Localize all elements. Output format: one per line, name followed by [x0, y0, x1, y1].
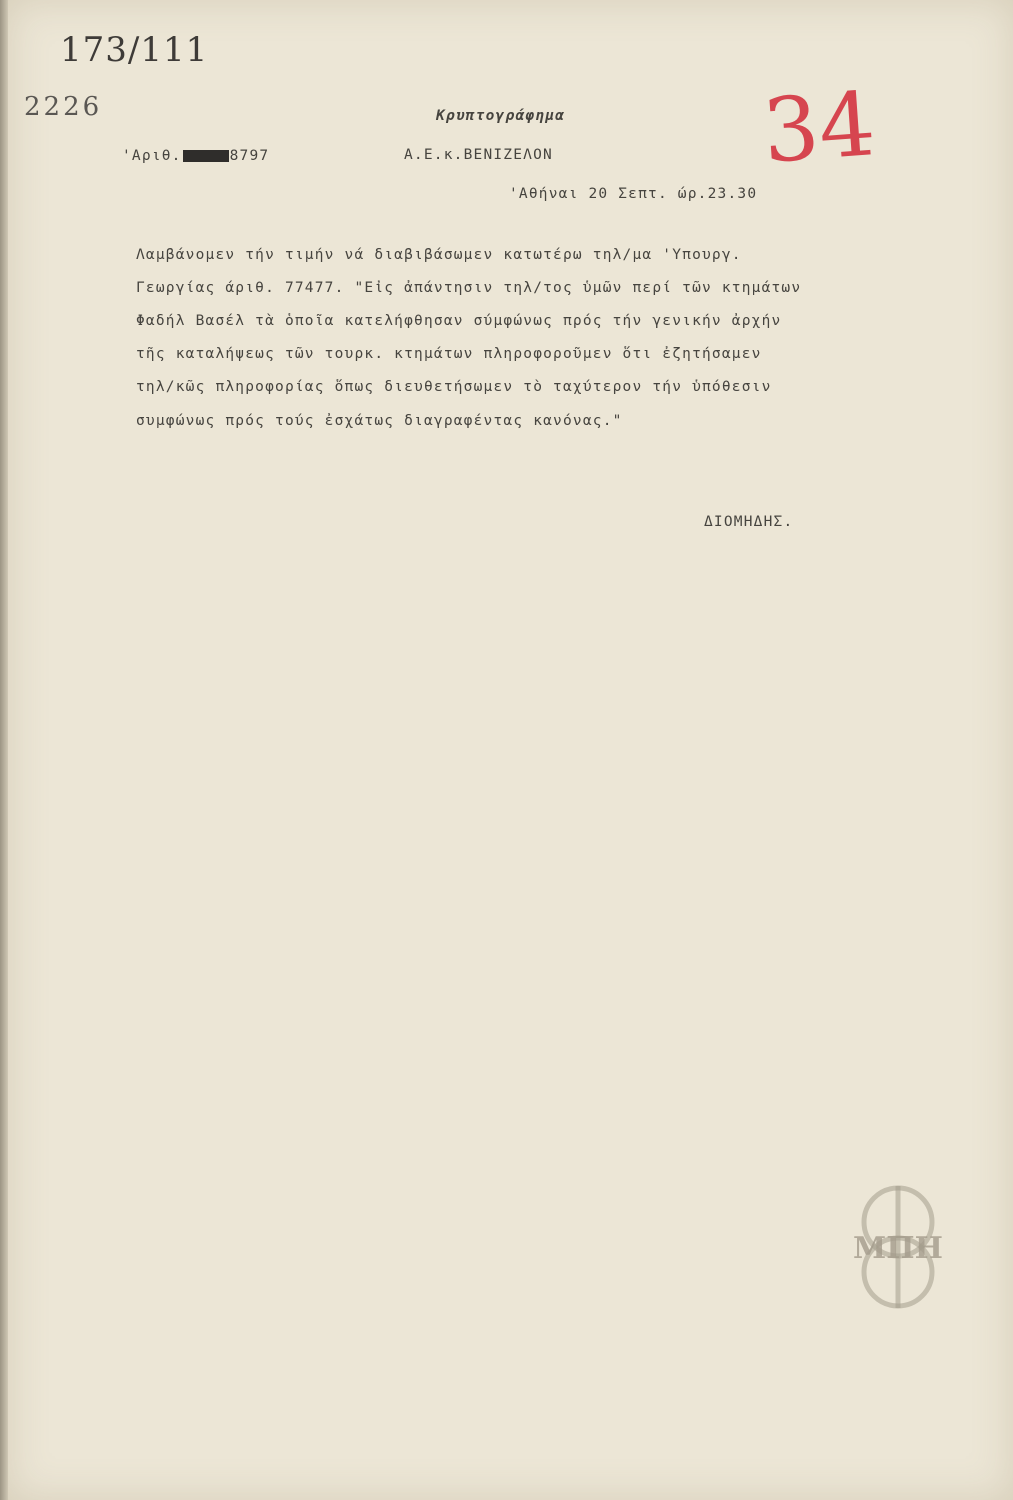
body-line: τῆς καταλήψεως τῶν τουρκ. κτημάτων πληροφοροῦμεν ὅτι ἐζητήσαμεν	[136, 346, 762, 362]
reference-prefix: 'Αριθ.	[122, 148, 182, 164]
archive-number: 2226	[24, 92, 103, 122]
stamp-text: ΜΠΗ	[853, 1231, 943, 1266]
scanner-edge	[0, 0, 8, 1500]
body-line: Φαδήλ Βασέλ τὰ ὁποῖα κατελήφθησαν σύμφώνως πρός τήν γενικήν ἀρχήν	[136, 313, 782, 329]
redaction-block	[183, 150, 229, 162]
archive-stamp	[850, 1182, 946, 1312]
document-type: Κρυπτογράφημα	[436, 108, 566, 124]
body-line: συμφώνως πρός τούς ἐσχάτως διαγραφέντας κανόνας."	[136, 413, 623, 429]
reference-number	[122, 148, 269, 164]
reference-suffix: 8797	[229, 148, 270, 164]
signature: ΔΙΟΜΗΔΗΣ.	[704, 514, 794, 530]
body-line: τηλ/κῶς πληροφορίας ὅπως διευθετήσωμεν τὸ ταχύτερον τήν ὑπόθεσιν	[136, 379, 772, 395]
body-line: Γεωργίας άριθ. 77477. "Εἰς ἀπάντησιν τηλ/τος ὑμῶν περί τῶν κτημάτων	[136, 280, 802, 296]
red-folio-number: 34	[759, 72, 879, 183]
addressee: Α.Ε.κ.ΒΕΝΙΖΕΛΟΝ	[404, 147, 553, 163]
body-line: Λαμβάνομεν τήν τιμήν νά διαβιβάσωμεν κατωτέρω τηλ/μα 'Υπουργ.	[136, 247, 742, 263]
dateline: 'Αθήναι 20 Σεπτ. ώρ.23.30	[509, 186, 758, 202]
archive-reference: 173/111	[60, 30, 209, 70]
document-page	[8, 0, 1013, 1500]
